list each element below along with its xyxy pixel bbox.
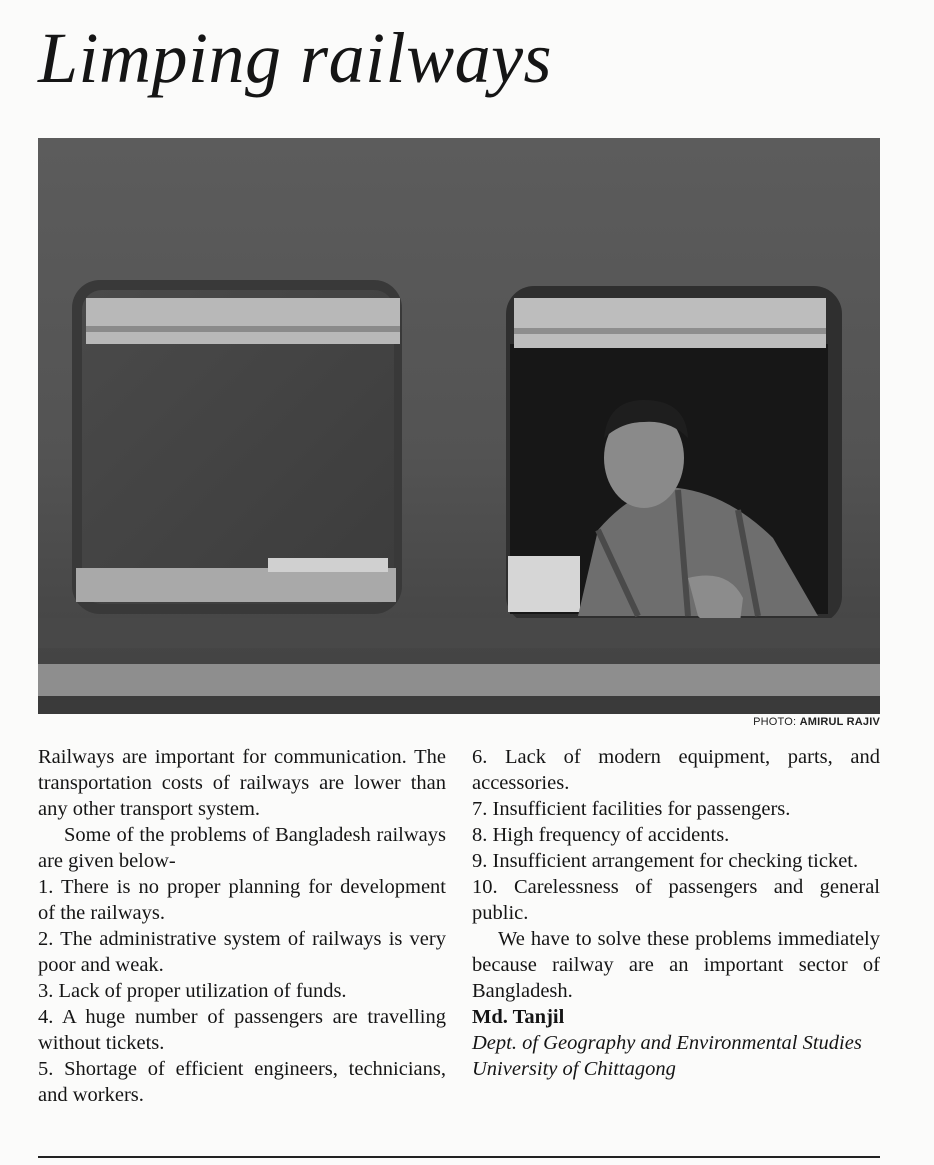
credit-prefix: PHOTO: bbox=[753, 716, 797, 728]
list-item: 6. Lack of modern equipment, parts, and accessories. bbox=[472, 746, 880, 794]
list-item: 5. Shortage of efficient engineers, technicians, and workers. bbox=[38, 1058, 446, 1106]
article-column-1 bbox=[38, 744, 446, 1108]
paragraph: Some of the problems of Bangladesh railways are given below- bbox=[38, 824, 446, 872]
list-item: 1. There is no proper planning for development of the railways. bbox=[38, 876, 446, 924]
list-item: 3. Lack of proper utilization of funds. bbox=[38, 980, 347, 1002]
bottom-rule bbox=[38, 1156, 880, 1158]
list-item: 8. High frequency of accidents. bbox=[472, 824, 730, 846]
article-column-2 bbox=[472, 744, 880, 1082]
paragraph: Railways are important for communication. The transportation costs of railways are lower than any other transport system. bbox=[38, 746, 446, 820]
author-name: Md. Tanjil bbox=[472, 1006, 565, 1028]
author-university: University of Chittagong bbox=[472, 1058, 676, 1080]
list-item: 4. A huge number of passengers are travelling without tickets. bbox=[38, 1006, 446, 1054]
credit-name: AMIRUL RAJIV bbox=[799, 716, 880, 728]
list-item: 9. Insufficient arrangement for checking ticket. bbox=[472, 850, 859, 872]
paragraph: We have to solve these problems immediately because railway are an important sector of Bangladesh. bbox=[472, 928, 880, 1002]
author-dept: Dept. of Geography and Environmental Studies bbox=[472, 1032, 862, 1054]
train-window-photo bbox=[38, 138, 880, 714]
headline: Limping railways bbox=[38, 18, 553, 98]
list-item: 2. The administrative system of railways is very poor and weak. bbox=[38, 928, 446, 976]
list-item: 7. Insufficient facilities for passengers. bbox=[472, 798, 791, 820]
photo-credit bbox=[753, 716, 880, 728]
list-item: 10. Carelessness of passengers and general public. bbox=[472, 876, 880, 924]
